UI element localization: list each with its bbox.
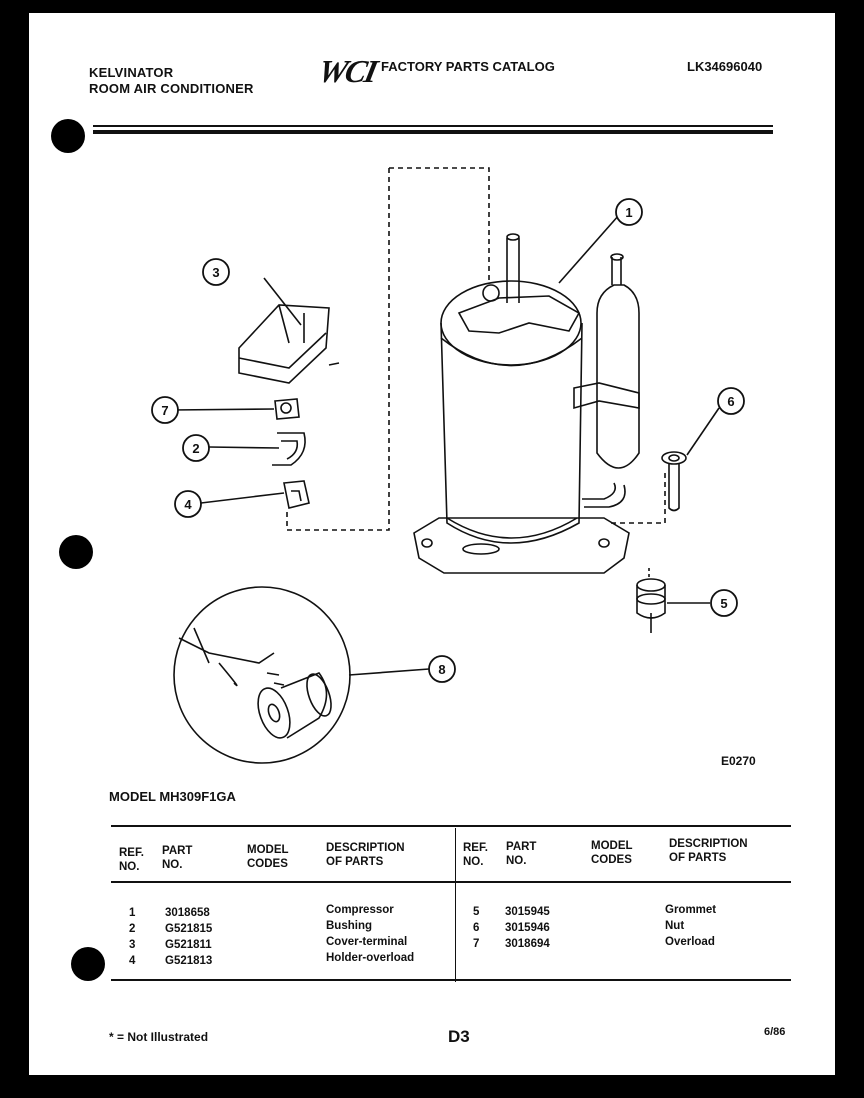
callout-8: 8: [438, 662, 446, 677]
callout-4: 4: [184, 497, 192, 512]
drawing-number: E0270: [721, 754, 756, 768]
part-number-column: 3018658 G521815 G521811 G521813: [165, 907, 213, 967]
catalog-code: LK34696040: [687, 59, 763, 74]
header-part-right: PART NO.: [506, 841, 537, 867]
header-codes-right: MODEL CODES: [591, 840, 633, 866]
not-illustrated-note: * = Not Illustrated: [109, 1030, 209, 1044]
callout-2: 2: [192, 441, 200, 456]
table-row: 5 6 7: [473, 906, 480, 950]
table-top-rule: [111, 825, 791, 827]
callout-7: 7: [161, 403, 169, 418]
table-column-divider: [455, 828, 456, 982]
callout-3: 3: [212, 265, 220, 280]
table-header-rule: [111, 881, 791, 883]
header-desc: DESCRIPTION OF PARTS: [326, 842, 405, 868]
header-ref: REF. NO.: [119, 847, 144, 873]
table-row: 1 2 3 4: [129, 907, 136, 967]
description-column-right: Grommet Nut Overload: [665, 904, 717, 948]
catalog-page: [29, 13, 835, 1075]
part-number-column-right: 3015945 3015946 3018694: [505, 906, 550, 950]
brand-name: KELVINATOR: [89, 65, 174, 80]
product-line: ROOM AIR CONDITIONER: [89, 81, 254, 96]
catalog-title: FACTORY PARTS CATALOG: [381, 59, 555, 74]
wci-logo: WCI: [315, 53, 380, 89]
page-number: D3: [448, 1027, 470, 1046]
callout-6: 6: [727, 394, 735, 409]
callout-5: 5: [720, 596, 728, 611]
header-codes: MODEL CODES: [247, 844, 289, 870]
revision-date: 6/86: [764, 1026, 786, 1038]
description-column: Compressor Bushing Cover-terminal Holder-overload: [326, 904, 415, 964]
header-ref-right: REF. NO.: [463, 842, 488, 868]
header-part: PART NO.: [162, 845, 193, 871]
table-bottom-rule: [111, 979, 791, 981]
model-number: MODEL MH309F1GA: [109, 789, 236, 804]
callout-1: 1: [625, 205, 633, 220]
header-desc-right: DESCRIPTION OF PARTS: [669, 838, 748, 864]
